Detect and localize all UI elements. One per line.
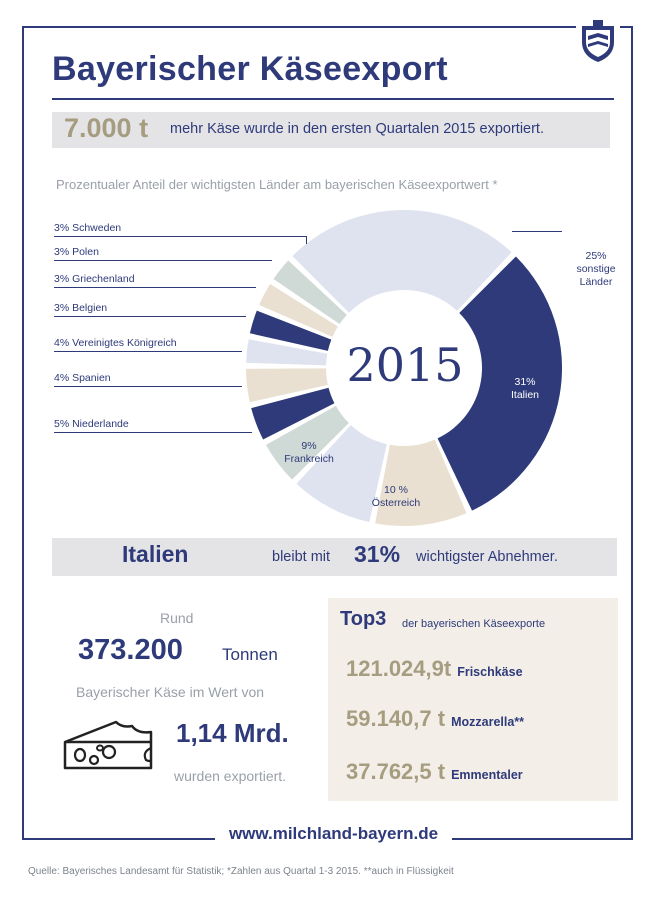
leader-line: [306, 236, 307, 244]
headline-value: 7.000 t: [64, 113, 149, 143]
source-note: Quelle: Bayerisches Landesamt für Statistik; *Zahlen aus Quartal 1-3 2015. **auch in Flüssigkeit: [28, 866, 454, 877]
legend-label-vereinigtes-königreich: 4% Vereinigtes Königreich: [54, 337, 177, 349]
italien-mid: bleibt mit: [272, 549, 331, 565]
legend-label-niederlande: 5% Niederlande: [54, 418, 129, 430]
segment-label-österreich: 10 % Österreich: [371, 484, 421, 509]
legend-label-polen: 3% Polen: [54, 246, 99, 258]
legend-label-schweden: 3% Schweden: [54, 222, 122, 234]
footer-url[interactable]: www.milchland-bayern.de: [215, 824, 452, 844]
top3-item: [346, 759, 523, 785]
top3-item: [346, 706, 524, 732]
segment-label-frankreich: 9% Frankreich: [284, 440, 334, 465]
top3-item-value: 59.140,7 t: [346, 706, 446, 731]
chart-title: Prozentualer Anteil der wichtigsten Länder am bayerischen Käseexportwert *: [56, 177, 498, 192]
cheese-icon: [62, 718, 154, 774]
top3-item: [346, 656, 523, 682]
leader-line: [54, 316, 246, 317]
summary-tonnen-value: 373.200: [78, 634, 183, 666]
leader-line: [54, 386, 242, 387]
italien-band: [52, 538, 617, 576]
legend-label-spanien: 4% Spanien: [54, 372, 111, 384]
top3-heading-sub: der bayerischen Käseexporte: [402, 618, 546, 630]
chart-center-label: 2015: [346, 338, 464, 392]
leader-line: [54, 351, 242, 352]
summary-rund: Rund: [160, 610, 194, 626]
top3-box: [328, 598, 618, 801]
top3-item-name: Mozzarella**: [451, 715, 525, 729]
summary-exportiert: wurden exportiert.: [174, 768, 287, 784]
top3-item-name: Frischkäse: [457, 665, 523, 679]
top3-item-name: Emmentaler: [451, 768, 523, 782]
segment-label-italien: 31% Italien: [510, 376, 540, 401]
leader-line: [54, 236, 306, 237]
summary-tonnen-unit: Tonnen: [222, 645, 278, 664]
legend-label-belgien: 3% Belgien: [54, 302, 108, 314]
leader-line: [54, 287, 256, 288]
legend-label-griechenland: 3% Griechenland: [54, 273, 135, 285]
page-title: Bayerischer Käseexport: [52, 50, 448, 88]
leader-line: [54, 260, 272, 261]
footer-url-row: [0, 824, 667, 844]
top3-item-value: 121.024,9t: [346, 656, 452, 681]
top3-item-value: 37.762,5 t: [346, 759, 446, 784]
italien-pct: 31%: [354, 541, 401, 567]
italien-word: Italien: [122, 541, 189, 567]
summary-wert-text: Bayerischer Käse im Wert von: [76, 684, 265, 700]
top3-heading: Top3: [340, 608, 387, 630]
leader-line: [512, 231, 562, 232]
leader-line: [54, 432, 252, 433]
italien-rest: wichtigster Abnehmer.: [416, 549, 558, 565]
headline-text: mehr Käse wurde in den ersten Quartalen 2015 exportiert.: [170, 121, 544, 137]
segment-label-sonstige-länder: 25% sonstige Länder: [576, 250, 616, 288]
summary-mrd: 1,14 Mrd.: [176, 718, 289, 748]
